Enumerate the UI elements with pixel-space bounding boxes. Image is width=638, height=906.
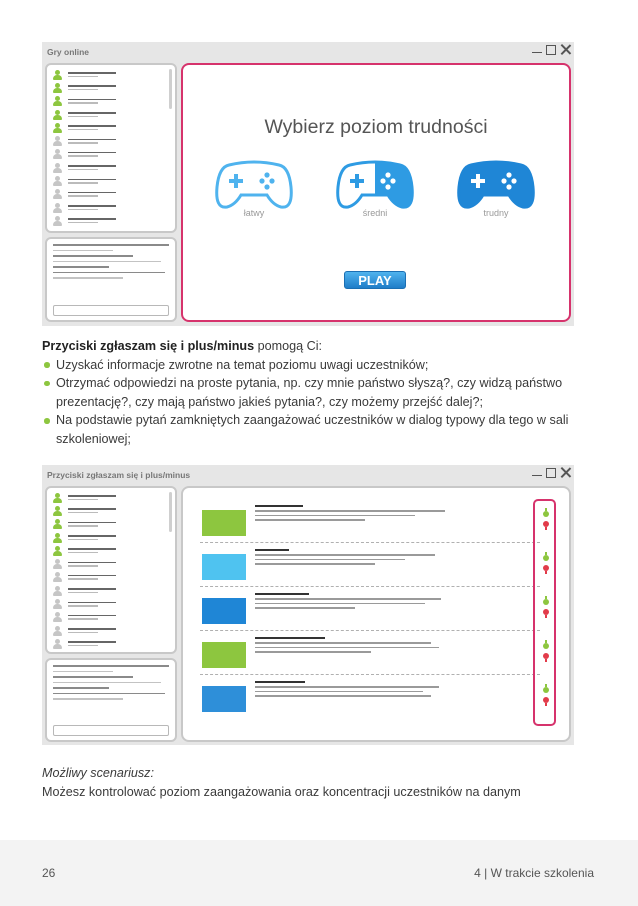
- medium-gamepad-icon[interactable]: [336, 157, 414, 213]
- participant-item[interactable]: [53, 95, 116, 108]
- participant-item[interactable]: [53, 174, 116, 187]
- plus-minus-column: [533, 499, 556, 726]
- participant-item[interactable]: [53, 491, 116, 504]
- question-thumbnail: [202, 510, 246, 536]
- user-offline-icon: [53, 586, 62, 596]
- question-thumbnail: [202, 598, 246, 624]
- participant-item[interactable]: [53, 201, 116, 214]
- difficulty-heading: Wybierz poziom trudności: [264, 116, 488, 138]
- participant-item[interactable]: [53, 597, 116, 610]
- minus-icon[interactable]: [543, 697, 549, 703]
- feedback-window: [42, 465, 574, 745]
- question-thumbnail: [202, 554, 246, 580]
- plus-minus-buttons[interactable]: [542, 555, 552, 573]
- chat-panel: [45, 658, 177, 742]
- level-hard-label: trudny: [483, 208, 509, 218]
- user-online-icon: [53, 519, 62, 529]
- plus-minus-buttons[interactable]: [542, 687, 552, 705]
- user-offline-icon: [53, 176, 62, 186]
- intro-bold: Przyciski zgłaszam się i plus/minus: [42, 339, 255, 353]
- participant-item[interactable]: [53, 188, 116, 201]
- plus-icon[interactable]: [543, 599, 549, 605]
- game-panel: [181, 63, 571, 322]
- participant-item[interactable]: [53, 134, 116, 147]
- participant-item[interactable]: [53, 557, 116, 570]
- plus-icon[interactable]: [543, 643, 549, 649]
- question-thumbnail: [202, 642, 246, 668]
- question-row: [200, 587, 540, 631]
- bullet-item: Otrzymać odpowiedzi na proste pytania, np. czy mnie państwo słyszą?, czy widzą państwo prezentację?, czy mają państwo jakieś pytania?, czy możemy przejść dalej?;: [42, 374, 590, 411]
- level-easy-label: łatwy: [243, 208, 265, 218]
- participant-item[interactable]: [53, 81, 116, 94]
- minimize-icon[interactable]: [532, 43, 542, 55]
- plus-icon[interactable]: [543, 687, 549, 693]
- user-offline-icon: [53, 559, 62, 569]
- user-offline-icon: [53, 612, 62, 622]
- window-controls: [532, 466, 570, 478]
- scenario-label: Możliwy scenariusz:: [42, 766, 154, 780]
- user-offline-icon: [53, 572, 62, 582]
- game-window: [42, 42, 574, 326]
- participant-item[interactable]: [53, 108, 116, 121]
- close-icon[interactable]: [560, 466, 570, 478]
- questions-panel: [181, 486, 571, 742]
- participants-list: [53, 491, 116, 651]
- user-online-icon: [53, 546, 62, 556]
- plus-minus-buttons[interactable]: [542, 511, 552, 529]
- plus-icon[interactable]: [543, 511, 549, 517]
- page-footer: [0, 840, 638, 906]
- participant-item[interactable]: [53, 148, 116, 161]
- user-offline-icon: [53, 189, 62, 199]
- user-offline-icon: [53, 599, 62, 609]
- user-online-icon: [53, 533, 62, 543]
- participant-item[interactable]: [53, 584, 116, 597]
- chat-messages: [53, 665, 169, 700]
- user-online-icon: [53, 83, 62, 93]
- close-icon[interactable]: [560, 43, 570, 55]
- level-medium-label: średni: [362, 208, 388, 218]
- chat-input[interactable]: [53, 305, 169, 316]
- participants-panel: [45, 63, 177, 233]
- benefits-list: [42, 356, 590, 449]
- hard-gamepad-icon[interactable]: [457, 157, 535, 213]
- minus-icon[interactable]: [543, 565, 549, 571]
- participant-item[interactable]: [53, 611, 116, 624]
- chat-input[interactable]: [53, 725, 169, 736]
- chat-panel: [45, 237, 177, 322]
- easy-gamepad-icon[interactable]: [215, 157, 293, 213]
- user-offline-icon: [53, 626, 62, 636]
- intro-line: [42, 337, 590, 356]
- participant-item[interactable]: [53, 531, 116, 544]
- participant-item[interactable]: [53, 544, 116, 557]
- user-online-icon: [53, 70, 62, 80]
- participant-item[interactable]: [53, 161, 116, 174]
- user-online-icon: [53, 506, 62, 516]
- plus-minus-buttons[interactable]: [542, 643, 552, 661]
- question-thumbnail: [202, 686, 246, 712]
- plus-icon[interactable]: [543, 555, 549, 561]
- intro-rest: pomogą Ci:: [254, 339, 322, 353]
- user-online-icon: [53, 493, 62, 503]
- window-controls: [532, 43, 570, 55]
- minus-icon[interactable]: [543, 521, 549, 527]
- participant-item[interactable]: [53, 637, 116, 650]
- minimize-icon[interactable]: [532, 466, 542, 478]
- scenario-block: [42, 764, 602, 801]
- scenario-text: Możesz kontrolować poziom zaangażowania oraz koncentracji uczestników na danym: [42, 784, 521, 799]
- user-online-icon: [53, 110, 62, 120]
- user-offline-icon: [53, 149, 62, 159]
- maximize-icon[interactable]: [546, 45, 556, 55]
- question-row: [200, 675, 540, 719]
- question-row: [200, 499, 540, 543]
- minus-icon[interactable]: [543, 653, 549, 659]
- chat-messages: [53, 244, 169, 279]
- maximize-icon[interactable]: [546, 468, 556, 478]
- question-row: [200, 543, 540, 587]
- participant-item[interactable]: [53, 68, 116, 81]
- play-button[interactable]: PLAY: [344, 271, 406, 289]
- user-online-icon: [53, 96, 62, 106]
- user-offline-icon: [53, 163, 62, 173]
- bullet-item: Uzyskać informacje zwrotne na temat poziomu uwagi uczestników;: [42, 356, 590, 375]
- participant-item[interactable]: [53, 504, 116, 517]
- participant-item[interactable]: [53, 571, 116, 584]
- participants-list: [53, 68, 116, 228]
- page-number: 26: [42, 866, 56, 880]
- user-offline-icon: [53, 203, 62, 213]
- user-offline-icon: [53, 216, 62, 226]
- chapter-title: 4 | W trakcie szkolenia: [474, 866, 594, 880]
- user-offline-icon: [53, 639, 62, 649]
- participant-item[interactable]: [53, 624, 116, 637]
- question-row: [200, 631, 540, 675]
- participants-panel: [45, 486, 177, 654]
- scrollbar[interactable]: [169, 492, 172, 532]
- participant-item[interactable]: [53, 214, 116, 227]
- window-title: Gry online: [47, 47, 90, 57]
- body-text: [42, 337, 590, 449]
- user-offline-icon: [53, 136, 62, 146]
- scrollbar[interactable]: [169, 69, 172, 109]
- minus-icon[interactable]: [543, 609, 549, 615]
- plus-minus-buttons[interactable]: [542, 599, 552, 617]
- participant-item[interactable]: [53, 518, 116, 531]
- user-online-icon: [53, 123, 62, 133]
- window-title: Przyciski zgłaszam się i plus/minus: [47, 470, 191, 480]
- participant-item[interactable]: [53, 121, 116, 134]
- bullet-item: Na podstawie pytań zamkniętych zaangażować uczestników w dialog typowy dla tego w sali szkoleniowej;: [42, 411, 590, 448]
